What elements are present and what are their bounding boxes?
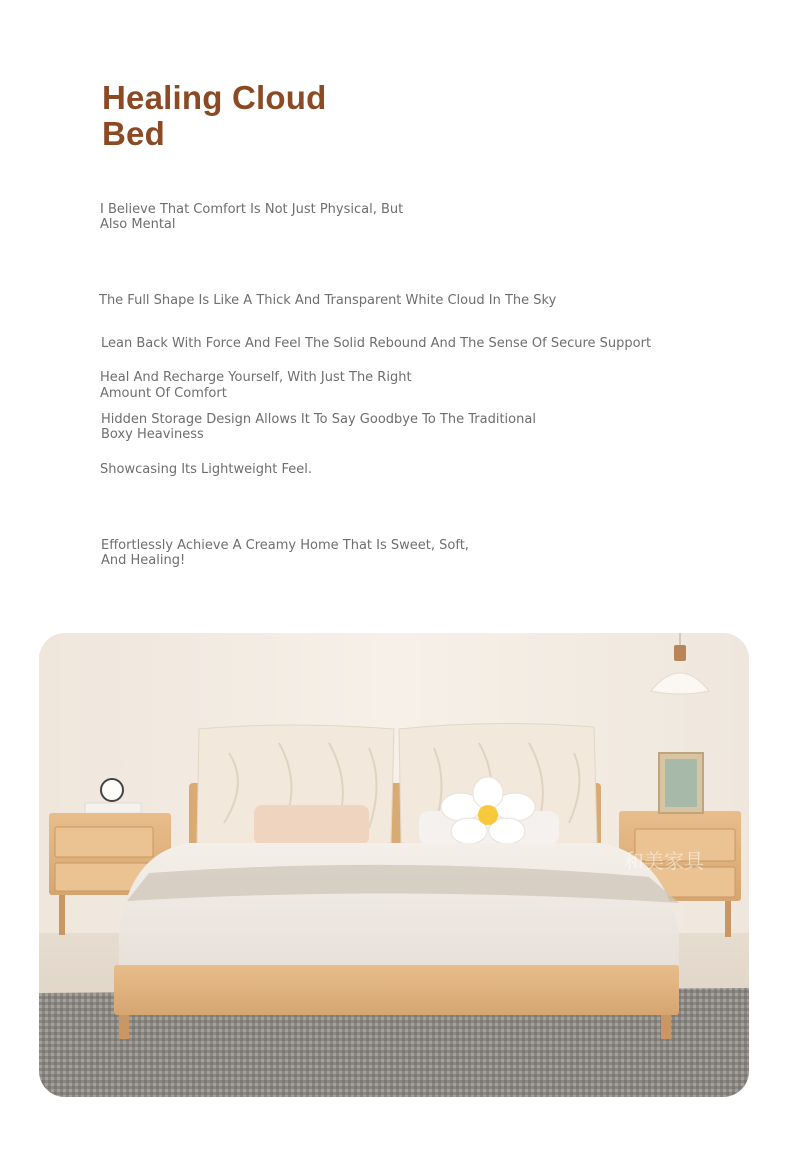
bed-product-photo: [39, 633, 749, 1097]
photo-watermark: 和美家具: [624, 849, 704, 873]
page-title: [102, 80, 326, 152]
text-lean-back: Lean Back With Force And Feel The Solid Rebound And The Sense Of Secure Support: [101, 336, 652, 351]
text-creamy-home: Effortlessly Achieve A Creamy Home That Is Sweet, Soft, And Healing!: [101, 538, 469, 568]
bed-mattress: [119, 843, 679, 965]
title-line-1: Healing Cloud: [102, 79, 327, 116]
text-hidden-storage: Hidden Storage Design Allows It To Say Goodbye To The Traditional Boxy Heaviness: [101, 412, 536, 442]
text-heal-recharge: Heal And Recharge Yourself, With Just The Right Amount Of Comfort: [100, 370, 412, 401]
text-lightweight: Showcasing Its Lightweight Feel.: [100, 462, 312, 477]
text-full-shape: The Full Shape Is Like A Thick And Transparent White Cloud In The Sky: [99, 293, 557, 308]
clock: [101, 779, 123, 801]
lamp-cap: [674, 645, 686, 661]
bed-base: [114, 965, 679, 1015]
pillow-beige: [254, 805, 369, 845]
text-comfort-belief: I Believe That Comfort Is Not Just Physical, But Also Mental: [100, 202, 404, 232]
title-line-2: Bed: [102, 115, 165, 152]
